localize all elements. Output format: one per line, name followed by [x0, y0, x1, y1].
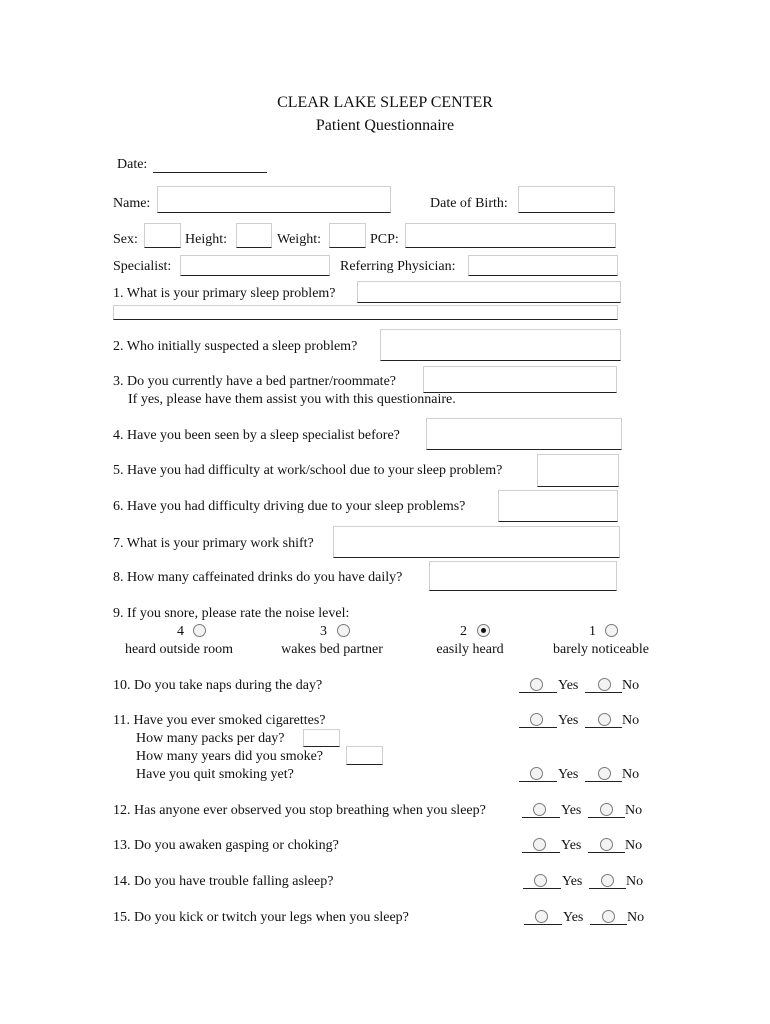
q11c-yes-line — [519, 781, 557, 782]
q12-yes-label: Yes — [561, 803, 582, 818]
weight-field[interactable] — [329, 223, 366, 248]
question-14: 14. Do you have trouble falling asleep? — [113, 874, 334, 889]
packs-per-day-field[interactable] — [303, 729, 340, 747]
specialist-field[interactable] — [180, 255, 330, 276]
q10-yes-radio[interactable] — [530, 678, 543, 691]
q15-no-radio[interactable] — [602, 910, 615, 923]
q10-no-line — [585, 692, 622, 693]
q11-no-label: No — [622, 713, 640, 728]
snore-value-1: 1 — [589, 624, 596, 639]
q14-yes-line — [523, 888, 561, 889]
q13-no-label: No — [625, 838, 643, 853]
question-7: 7. What is your primary work shift? — [113, 536, 314, 551]
snore-value-3: 3 — [320, 624, 327, 639]
q11-no-line — [585, 727, 622, 728]
sex-field[interactable] — [144, 223, 181, 248]
q10-no-label: No — [622, 678, 640, 693]
question-13: 13. Do you awaken gasping or choking? — [113, 838, 339, 853]
q12-no-label: No — [625, 803, 643, 818]
form-subtitle: Patient Questionnaire — [315, 117, 455, 134]
specialist-label: Specialist: — [113, 259, 172, 274]
snore-radio-4[interactable] — [193, 624, 206, 637]
snore-value-4: 4 — [177, 624, 184, 639]
question-10: 10. Do you take naps during the day? — [113, 678, 323, 693]
referring-label: Referring Physician: — [340, 259, 456, 274]
q13-yes-radio[interactable] — [533, 838, 546, 851]
snore-label-1: barely noticeable — [552, 642, 649, 657]
q2-field[interactable] — [380, 329, 621, 361]
question-11c: Have you quit smoking yet? — [136, 767, 294, 782]
q12-yes-line — [522, 817, 560, 818]
q14-no-line — [589, 888, 626, 889]
weight-label: Weight: — [277, 232, 321, 247]
snore-radio-2[interactable] — [477, 624, 490, 637]
pcp-field[interactable] — [405, 223, 616, 248]
q11c-yes-label: Yes — [558, 767, 579, 782]
name-label: Name: — [113, 196, 151, 211]
snore-label-3: wakes bed partner — [281, 642, 383, 657]
pcp-label: PCP: — [370, 232, 399, 247]
q11c-yes-radio[interactable] — [530, 767, 543, 780]
q11-yes-line — [519, 727, 557, 728]
q11-yes-label: Yes — [558, 713, 579, 728]
q15-no-label: No — [627, 910, 645, 925]
q3-field[interactable] — [423, 366, 617, 393]
snore-label-2: easily heard — [436, 642, 504, 657]
snore-value-2: 2 — [460, 624, 467, 639]
q8-field[interactable] — [429, 561, 617, 591]
q4-field[interactable] — [426, 418, 622, 450]
q10-yes-line — [519, 692, 557, 693]
date-label: Date: — [117, 157, 148, 172]
question-2: 2. Who initially suspected a sleep problem? — [113, 339, 358, 354]
question-9: 9. If you snore, please rate the noise level: — [113, 606, 350, 621]
q11c-no-line — [585, 781, 622, 782]
dob-label: Date of Birth: — [430, 196, 508, 211]
q12-no-line — [588, 817, 625, 818]
snore-label-4: heard outside room — [124, 642, 234, 657]
q14-yes-label: Yes — [562, 874, 583, 889]
question-3-note: If yes, please have them assist you with this questionnaire. — [128, 392, 456, 407]
question-15: 15. Do you kick or twitch your legs when you sleep? — [113, 910, 409, 925]
question-11: 11. Have you ever smoked cigarettes? — [113, 713, 326, 728]
name-field[interactable] — [157, 186, 391, 213]
q15-no-line — [590, 924, 627, 925]
sex-label: Sex: — [113, 232, 138, 247]
question-1: 1. What is your primary sleep problem? — [113, 286, 336, 301]
q5-field[interactable] — [537, 454, 619, 487]
q13-no-line — [588, 852, 625, 853]
q14-yes-radio[interactable] — [534, 874, 547, 887]
dob-field[interactable] — [518, 186, 615, 213]
q7-field[interactable] — [333, 526, 620, 558]
q10-no-radio[interactable] — [598, 678, 611, 691]
q11-no-radio[interactable] — [598, 713, 611, 726]
q11c-no-label: No — [622, 767, 640, 782]
q13-no-radio[interactable] — [600, 838, 613, 851]
q13-yes-label: Yes — [561, 838, 582, 853]
q1-field-continued[interactable] — [113, 305, 618, 320]
question-5: 5. Have you had difficulty at work/school due to your sleep problem? — [113, 463, 503, 478]
snore-radio-1[interactable] — [605, 624, 618, 637]
q1-field[interactable] — [357, 281, 621, 303]
question-11a: How many packs per day? — [136, 731, 285, 746]
years-smoked-field[interactable] — [346, 746, 383, 765]
q12-yes-radio[interactable] — [533, 803, 546, 816]
question-12: 12. Has anyone ever observed you stop breathing when you sleep? — [113, 803, 486, 818]
height-label: Height: — [185, 232, 227, 247]
form-title: CLEAR LAKE SLEEP CENTER — [277, 94, 493, 111]
question-4: 4. Have you been seen by a sleep specialist before? — [113, 428, 400, 443]
referring-field[interactable] — [468, 255, 618, 276]
q11c-no-radio[interactable] — [598, 767, 611, 780]
q13-yes-line — [522, 852, 560, 853]
height-field[interactable] — [236, 223, 272, 248]
date-line[interactable] — [153, 172, 267, 173]
question-11b: How many years did you smoke? — [136, 749, 324, 764]
q10-yes-label: Yes — [558, 678, 579, 693]
q11-yes-radio[interactable] — [530, 713, 543, 726]
question-6: 6. Have you had difficulty driving due to your sleep problems? — [113, 499, 466, 514]
q12-no-radio[interactable] — [600, 803, 613, 816]
q14-no-radio[interactable] — [601, 874, 614, 887]
q15-yes-line — [524, 924, 562, 925]
q15-yes-label: Yes — [563, 910, 584, 925]
q14-no-label: No — [626, 874, 644, 889]
question-3: 3. Do you currently have a bed partner/roommate? — [113, 374, 397, 389]
question-8: 8. How many caffeinated drinks do you have daily? — [113, 570, 403, 585]
snore-radio-3[interactable] — [337, 624, 350, 637]
q6-field[interactable] — [498, 490, 618, 522]
q15-yes-radio[interactable] — [535, 910, 548, 923]
